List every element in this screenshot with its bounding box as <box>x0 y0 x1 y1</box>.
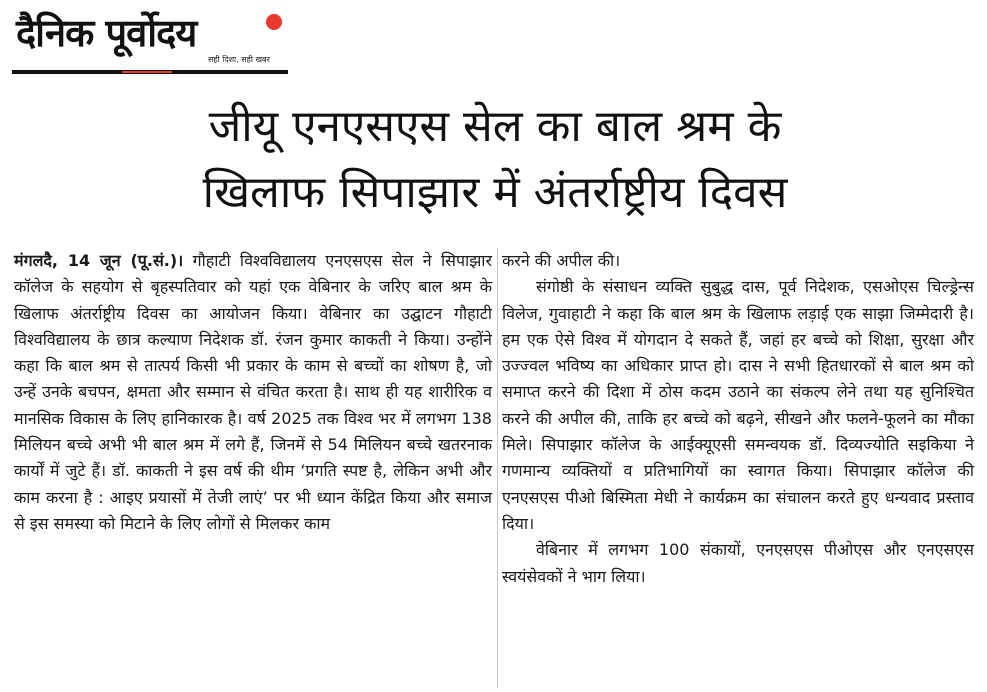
article-column-right <box>502 248 974 590</box>
article-paragraph-continued: करने की अपील की। <box>502 251 621 270</box>
article-paragraph <box>14 248 492 537</box>
article-paragraph: वेबिनार में लगभग 100 संकायों, एनएसएस पीओएस और एनएसएस स्वयंसेवकों ने भाग लिया। <box>502 540 974 586</box>
article-column-left <box>14 248 492 537</box>
masthead <box>12 4 288 76</box>
headline <box>60 94 930 226</box>
article-paragraph: संगोष्ठी के संसाधन व्यक्ति सुबुद्ध दास, पूर्व निदेशक, एसओएस चिल्ड्रेन्स विलेज, गुवाहाटी ने कहा कि बाल श्रम के खिलाफ लड़ाई एक साझा जिम्मेदारी है। हम एक ऐसे विश्व में योगदान दे सकते हैं, जहां हर बच्चे को शिक्षा, सुरक्षा और उज्ज्वल भविष्य का अधिकार प्राप्त हो। दास ने सभी हितधारकों से बाल श्रम को समाप्त करने की दिशा में ठोस कदम उठाने का संकल्प लेने तथा यह सुनिश्चित करने की अपील की, ताकि हर बच्चे को बढ़ने, सीखने और फलने-फूलने का मौका मिले। सिपाझार कॉलेज के आईक्यूएसी समन्वयक डॉ. दिव्यज्योति सइकिया ने गणमान्य व्यक्तियों व प्रतिभागियों का स्वागत किया। सिपाझार कॉलेज की एनएसएस पीओ बिस्मिता मेधी ने कार्यक्रम का संचालन करते हुए धन्यवाद प्रस्ताव दिया। <box>502 277 974 533</box>
masthead-tagline: सही दिशा, सही खबर <box>208 55 270 64</box>
masthead-rule-accent <box>122 71 172 73</box>
masthead-logo: दैनिक पूर्वोदय <box>16 11 197 55</box>
column-divider <box>497 248 498 688</box>
article-text: गौहाटी विश्वविद्यालय एनएसएस सेल ने सिपाझार कॉलेज के सहयोग से बृहस्पतिवार को यहां एक वेबिनार के जरिए बाल श्रम के खिलाफ अंतर्राष्ट्रीय दिवस का आयोजन किया। वेबिनार का उद्घाटन गौहाटी विश्वविद्यालय के छात्र कल्याण निदेशक डॉ. रंजन कुमार काकती ने किया। उन्होंने कहा कि बाल श्रम से तात्पर्य किसी भी प्रकार के काम से बच्चों का शोषण है, जो उन्हें उनके बचपन, क्षमता और सम्मान से वंचित करता है। साथ ही यह शारीरिक व मानसिक विकास के लिए हानिकारक है। वर्ष 2025 तक विश्व भर में लगभग 138 मिलियन बच्चे अभी भी बाल श्रम में लगे हैं, जिनमें से 54 मिलियन बच्चे खतरनाक कार्यों में जुटे हैं। डॉ. काकती ने इस वर्ष की थीम ‘प्रगति स्पष्ट है, लेकिन अभी और काम करना है : आइए प्रयासों में तेजी लाएं’ पर भी ध्यान केंद्रित किया और समाज से इस समस्या को मिटाने के लिए लोगों से मिलकर काम <box>14 251 492 533</box>
dateline: मंगलदै, 14 जून (पू.सं.)। <box>14 251 184 270</box>
headline-line-1: जीयू एनएसएस सेल का बाल श्रम के <box>208 101 782 152</box>
headline-line-2: खिलाफ सिपाझार में अंतर्राष्ट्रीय दिवस <box>202 167 788 218</box>
logo-dot-icon <box>266 14 282 30</box>
